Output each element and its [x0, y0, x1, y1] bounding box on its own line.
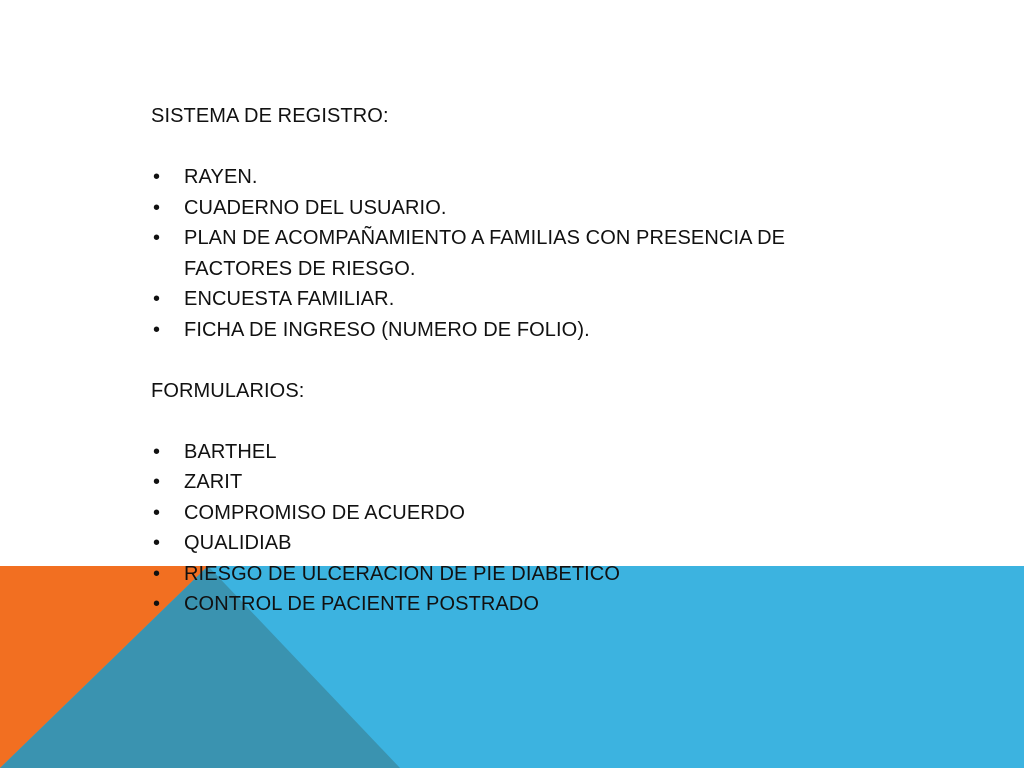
heading-sistema-registro: SISTEMA DE REGISTRO:	[151, 105, 389, 127]
list-item-text: ZARIT	[184, 471, 243, 493]
list-item	[151, 162, 871, 193]
spacer	[151, 345, 871, 376]
list-item-text: QUALIDIAB	[184, 532, 292, 554]
list-item	[151, 498, 871, 529]
list-item	[151, 559, 871, 590]
list-item-text: COMPROMISO DE ACUERDO	[184, 501, 466, 524]
bullet-icon: •	[153, 440, 161, 463]
list-item-text: BARTHEL	[184, 440, 277, 463]
list-item	[151, 284, 871, 315]
list-item-text: CUADERNO DEL USUARIO.	[184, 196, 447, 219]
list-item	[151, 437, 871, 468]
bullet-icon: •	[153, 593, 161, 615]
list-sistema-registro	[151, 162, 871, 345]
list-item-text: RIESGO DE ULCERACION DE PIE DIABETICO	[184, 562, 621, 585]
list-item-text: FICHA DE INGRESO (NUMERO DE FOLIO).	[184, 318, 590, 341]
list-item	[151, 315, 871, 346]
bullet-icon: •	[153, 532, 161, 554]
list-item	[151, 467, 871, 498]
slide-content	[151, 101, 871, 620]
bullet-icon: •	[153, 288, 161, 310]
bullet-icon: •	[153, 471, 161, 493]
list-item-text: PLAN DE ACOMPAÑAMIENTO A FAMILIAS CON PRESENCIA DE FACTORES DE RIESGO.	[184, 227, 786, 280]
list-item	[151, 193, 871, 224]
bullet-icon: •	[153, 196, 161, 219]
list-item-text: RAYEN.	[184, 166, 258, 188]
bullet-icon: •	[153, 562, 161, 585]
bullet-icon: •	[153, 318, 161, 341]
list-item	[151, 528, 871, 559]
list-item-text: CONTROL DE PACIENTE POSTRADO	[184, 593, 540, 615]
list-item	[151, 223, 871, 284]
list-formularios	[151, 437, 871, 620]
spacer	[151, 406, 871, 437]
bullet-icon: •	[153, 166, 161, 188]
list-item-text: ENCUESTA FAMILIAR.	[184, 288, 395, 310]
bullet-icon: •	[153, 501, 161, 524]
heading-formularios: FORMULARIOS:	[151, 379, 305, 402]
list-item	[151, 589, 871, 620]
bullet-icon: •	[153, 227, 161, 249]
spacer	[151, 132, 871, 163]
